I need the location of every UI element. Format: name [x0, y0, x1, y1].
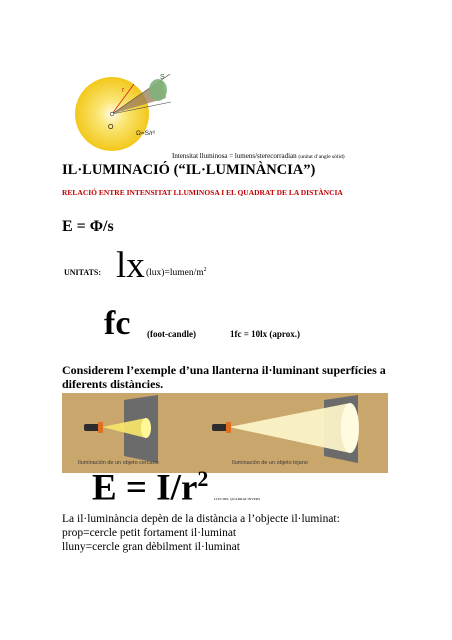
- origin-point: [110, 112, 114, 116]
- unit-lx-symbol: lx: [116, 245, 145, 286]
- label-o: O: [108, 124, 114, 131]
- conclusion-line: La il·luminància depèn de la distància a l’objecte il·luminat:: [62, 513, 340, 525]
- lx-desc-text: (lux)=lumen/m: [146, 268, 204, 279]
- solid-angle-diagram: [72, 60, 172, 160]
- law-name: LLEI DEL QUADRAT INVERS: [214, 497, 261, 501]
- conclusion-line: prop=cercle petit fortament il·luminat: [62, 527, 237, 539]
- label-r: r: [122, 87, 125, 94]
- equation-exponent: 2: [197, 466, 209, 491]
- caption-main: Intensitat lluminosa = lumens/sterecorradian: [172, 152, 297, 160]
- figure1-caption: [172, 152, 345, 160]
- equation-lhs: E = I/r: [92, 467, 198, 509]
- near-flashlight-body: [84, 424, 100, 431]
- lx-desc-exponent: 2: [203, 267, 207, 273]
- far-beam: [229, 403, 350, 453]
- label-s: S: [160, 74, 165, 81]
- far-flashlight-head: [226, 422, 231, 433]
- flashlight-paragraph: Considerem l’exemple d’una llanterna il·luminant superfícies a diferents distàncies.: [62, 363, 386, 391]
- far-flashlight-body: [212, 424, 228, 431]
- page-title: IL·LUMINACIÓ (“IL·LUMINÀNCIA”): [62, 162, 316, 178]
- units-label: UNITATS:: [64, 268, 102, 277]
- near-light-spot: [141, 418, 151, 438]
- unit-fc-description: (foot-candle): [147, 329, 196, 339]
- unit-fc-equivalence: 1fc = 10lx (aprox.): [230, 329, 300, 339]
- surface-patch: [149, 79, 167, 101]
- inverse-square-equation: [92, 466, 208, 509]
- formula-illuminance: E = Φ/s: [62, 218, 114, 235]
- far-light-spot: [341, 403, 359, 453]
- caption-note: (unitat d’angle sòlid): [298, 154, 345, 160]
- section-subtitle: RELACIÓ ENTRE INTENSITAT LLUMINOSA I EL QUADRAT DE LA DISTÀNCIA: [62, 188, 343, 197]
- caption-near: Iluminación de un objeto cercano: [78, 460, 159, 466]
- flashlight-figure: [62, 393, 388, 473]
- unit-lx-description: [146, 267, 207, 278]
- label-omega: Ω=S/r²: [136, 130, 156, 137]
- near-flashlight-head: [98, 422, 103, 433]
- caption-far: Iluminación de un objeto lejano: [232, 460, 308, 466]
- conclusion-paragraph: [62, 512, 340, 554]
- unit-fc-symbol: fc: [104, 305, 131, 342]
- conclusion-line: lluny=cercle gran dèbilment il·luminat: [62, 541, 240, 553]
